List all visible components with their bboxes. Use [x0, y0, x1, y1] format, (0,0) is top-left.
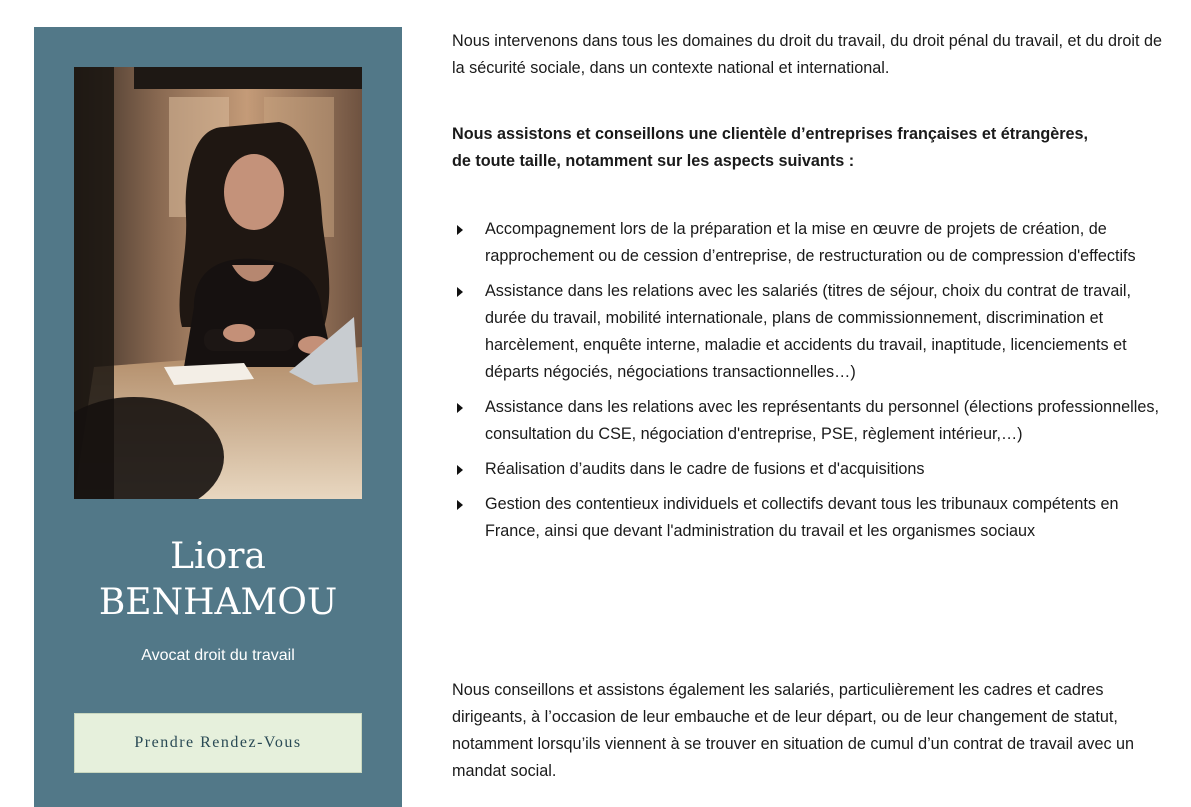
list-item — [452, 456, 1164, 483]
caret-right-icon — [457, 500, 463, 510]
list-item — [452, 278, 1164, 386]
job-title: Avocat droit du travail — [141, 647, 295, 664]
caret-right-icon — [457, 287, 463, 297]
services-list — [452, 216, 1164, 553]
last-name: BENHAMOU — [98, 582, 338, 623]
caret-right-icon — [457, 225, 463, 235]
caret-right-icon — [457, 465, 463, 475]
list-item — [452, 216, 1164, 270]
caret-right-icon — [457, 403, 463, 413]
portrait-illustration — [74, 67, 362, 499]
list-item — [452, 491, 1164, 545]
list-item-text: Réalisation d’audits dans le cadre de fusions et d'acquisitions — [485, 460, 925, 478]
list-item-text: Assistance dans les relations avec les salariés (titres de séjour, choix du contrat de travail, durée du travail, mobilité internationale, plans de commissionnement, discrimination et harcèlement, enquête interne, maladie et accidents du travail, inaptitude, licenciements et départs négociés, négociations transactionnelles…) — [485, 282, 1132, 381]
list-item-text: Gestion des contentieux individuels et collectifs devant tous les tribunaux compétents en France, ainsi que devant l'administration du travail et les organismes sociaux — [485, 495, 1119, 540]
portrait-photo — [74, 67, 362, 499]
services-heading: Nous assistons et conseillons une clientèle d’entreprises françaises et étrangères, de toute taille, notamment sur les aspects suivants : — [452, 125, 1089, 170]
profile-sidebar — [34, 27, 402, 807]
outro-paragraph: Nous conseillons et assistons également les salariés, particulièrement les cadres et cadres dirigeants, à l’occasion de leur embauche et de leur départ, ou de leur changement de statut, notamment lorsqu’ils viennent à se trouver en situation de cumul d’un contrat de travail avec un mandat social. — [452, 681, 1135, 780]
list-item-text: Accompagnement lors de la préparation et la mise en œuvre de projets de création, de rapprochement ou de cession d’entreprise, de restructuration ou de compression d'effectifs — [485, 220, 1136, 265]
list-item-text: Assistance dans les relations avec les représentants du personnel (élections professionnelles, consultation du CSE, négociation d'entreprise, PSE, règlement intérieur,…) — [485, 398, 1159, 443]
book-appointment-button[interactable]: Prendre Rendez-Vous — [74, 713, 362, 773]
intro-paragraph: Nous intervenons dans tous les domaines du droit du travail, du droit pénal du travail, et du droit de la sécurité sociale, dans un contexte national et international. — [452, 32, 1162, 77]
list-item — [452, 394, 1164, 448]
first-name: Liora — [170, 536, 266, 577]
